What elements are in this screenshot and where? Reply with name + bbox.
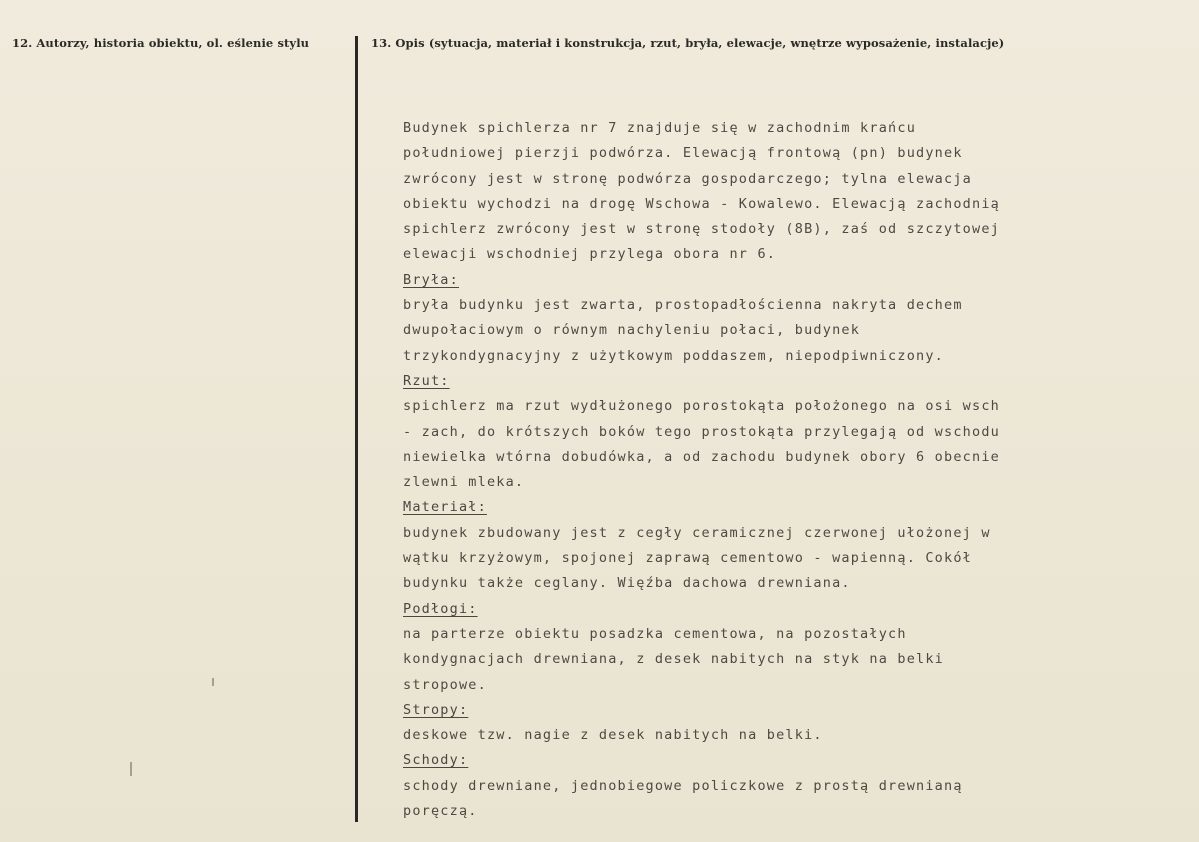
text-line: budynku także ceglany. Więźba dachowa drewniana. [403,575,851,592]
section-body [403,293,1053,369]
section-label: Bryła: [403,271,459,288]
text-line: dwupołaciowym o równym nachyleniu połaci, budynek [403,322,861,339]
text-line: Budynek spichlerza nr 7 znajduje się w zachodnim krańcu [403,120,917,136]
column-divider [355,36,358,822]
text-line: zlewni mleka. [403,474,525,491]
section-body [403,521,1053,597]
text-line: budynek zbudowany jest z cegły ceramicznej czerwonej ułożonej w [403,524,991,541]
section-material [403,495,1053,596]
section-label: Materiał: [403,499,487,516]
text-line: kondygnacjach drewniana, z desek nabitych na styk na belki [403,651,945,668]
text-line: stropowe. [403,676,487,693]
scan-mark [130,762,132,776]
text-line: schody drewniane, jednobiegowe policzkowe z prostą drewnianą [403,777,963,794]
text-line: - zach, do krótszych boków tego prostokąta przylegają od wschodu [403,423,1000,440]
text-line: poręczą. [403,803,478,820]
section-rzut [403,369,1053,495]
text-line: wątku krzyżowym, spojonej zaprawą cementowo - wapienną. Cokół [403,550,972,567]
field-13-heading: 13. Opis (sytuacja, materiał i konstrukcja, rzut, bryła, elewacje, wnętrze wyposażenie, instalacje) [371,36,1005,50]
section-label: Schody: [403,752,469,769]
section-body [403,723,1053,748]
typed-description [403,116,1053,824]
section-label: Podłogi: [403,600,478,617]
text-line: deskowe tzw. nagie z desek nabitych na belki. [403,727,823,744]
field-13-description [360,0,1199,842]
text-line: zwrócony jest w stronę podwórza gospodarczego; tylna elewacja [403,170,972,187]
section-podlogi [403,597,1053,698]
section-body [403,774,1053,825]
section-body [403,394,1053,495]
section-stropy [403,698,1053,749]
text-line: obiektu wychodzi na drogę Wschowa - Kowalewo. Elewacją zachodnią [403,195,1000,212]
text-line: na parterze obiektu posadzka cementowa, na pozostałych [403,625,907,642]
section-bryla [403,268,1053,369]
text-line: niewielka wtórna dobudówka, a od zachodu budynek obory 6 obecnie [403,448,1000,465]
section-schody [403,748,1053,824]
field-12-heading: 12. Autorzy, historia obiektu, ol. eślenie stylu [12,36,310,50]
text-line: elewacji wschodniej przylega obora nr 6. [403,246,777,263]
section-label: Stropy: [403,701,469,718]
scan-mark [212,678,214,686]
text-line: południowej pierzji podwórza. Elewacją frontową (pn) budynek [403,145,963,162]
section-label: Rzut: [403,372,450,389]
section-body [403,622,1053,698]
text-line: spichlerz zwrócony jest w stronę stodoły (8B), zaś od szczytowej [403,221,1000,238]
text-line: spichlerz ma rzut wydłużonego porostokąta położonego na osi wsch [403,398,1000,415]
text-line: bryła budynku jest zwarta, prostopadłościenna nakryta dechem [403,297,963,314]
field-12-authors-history [0,0,356,842]
intro-paragraph [403,116,1053,268]
text-line: trzykondygnacyjny z użytkowym poddaszem, niepodpiwniczony. [403,347,945,364]
